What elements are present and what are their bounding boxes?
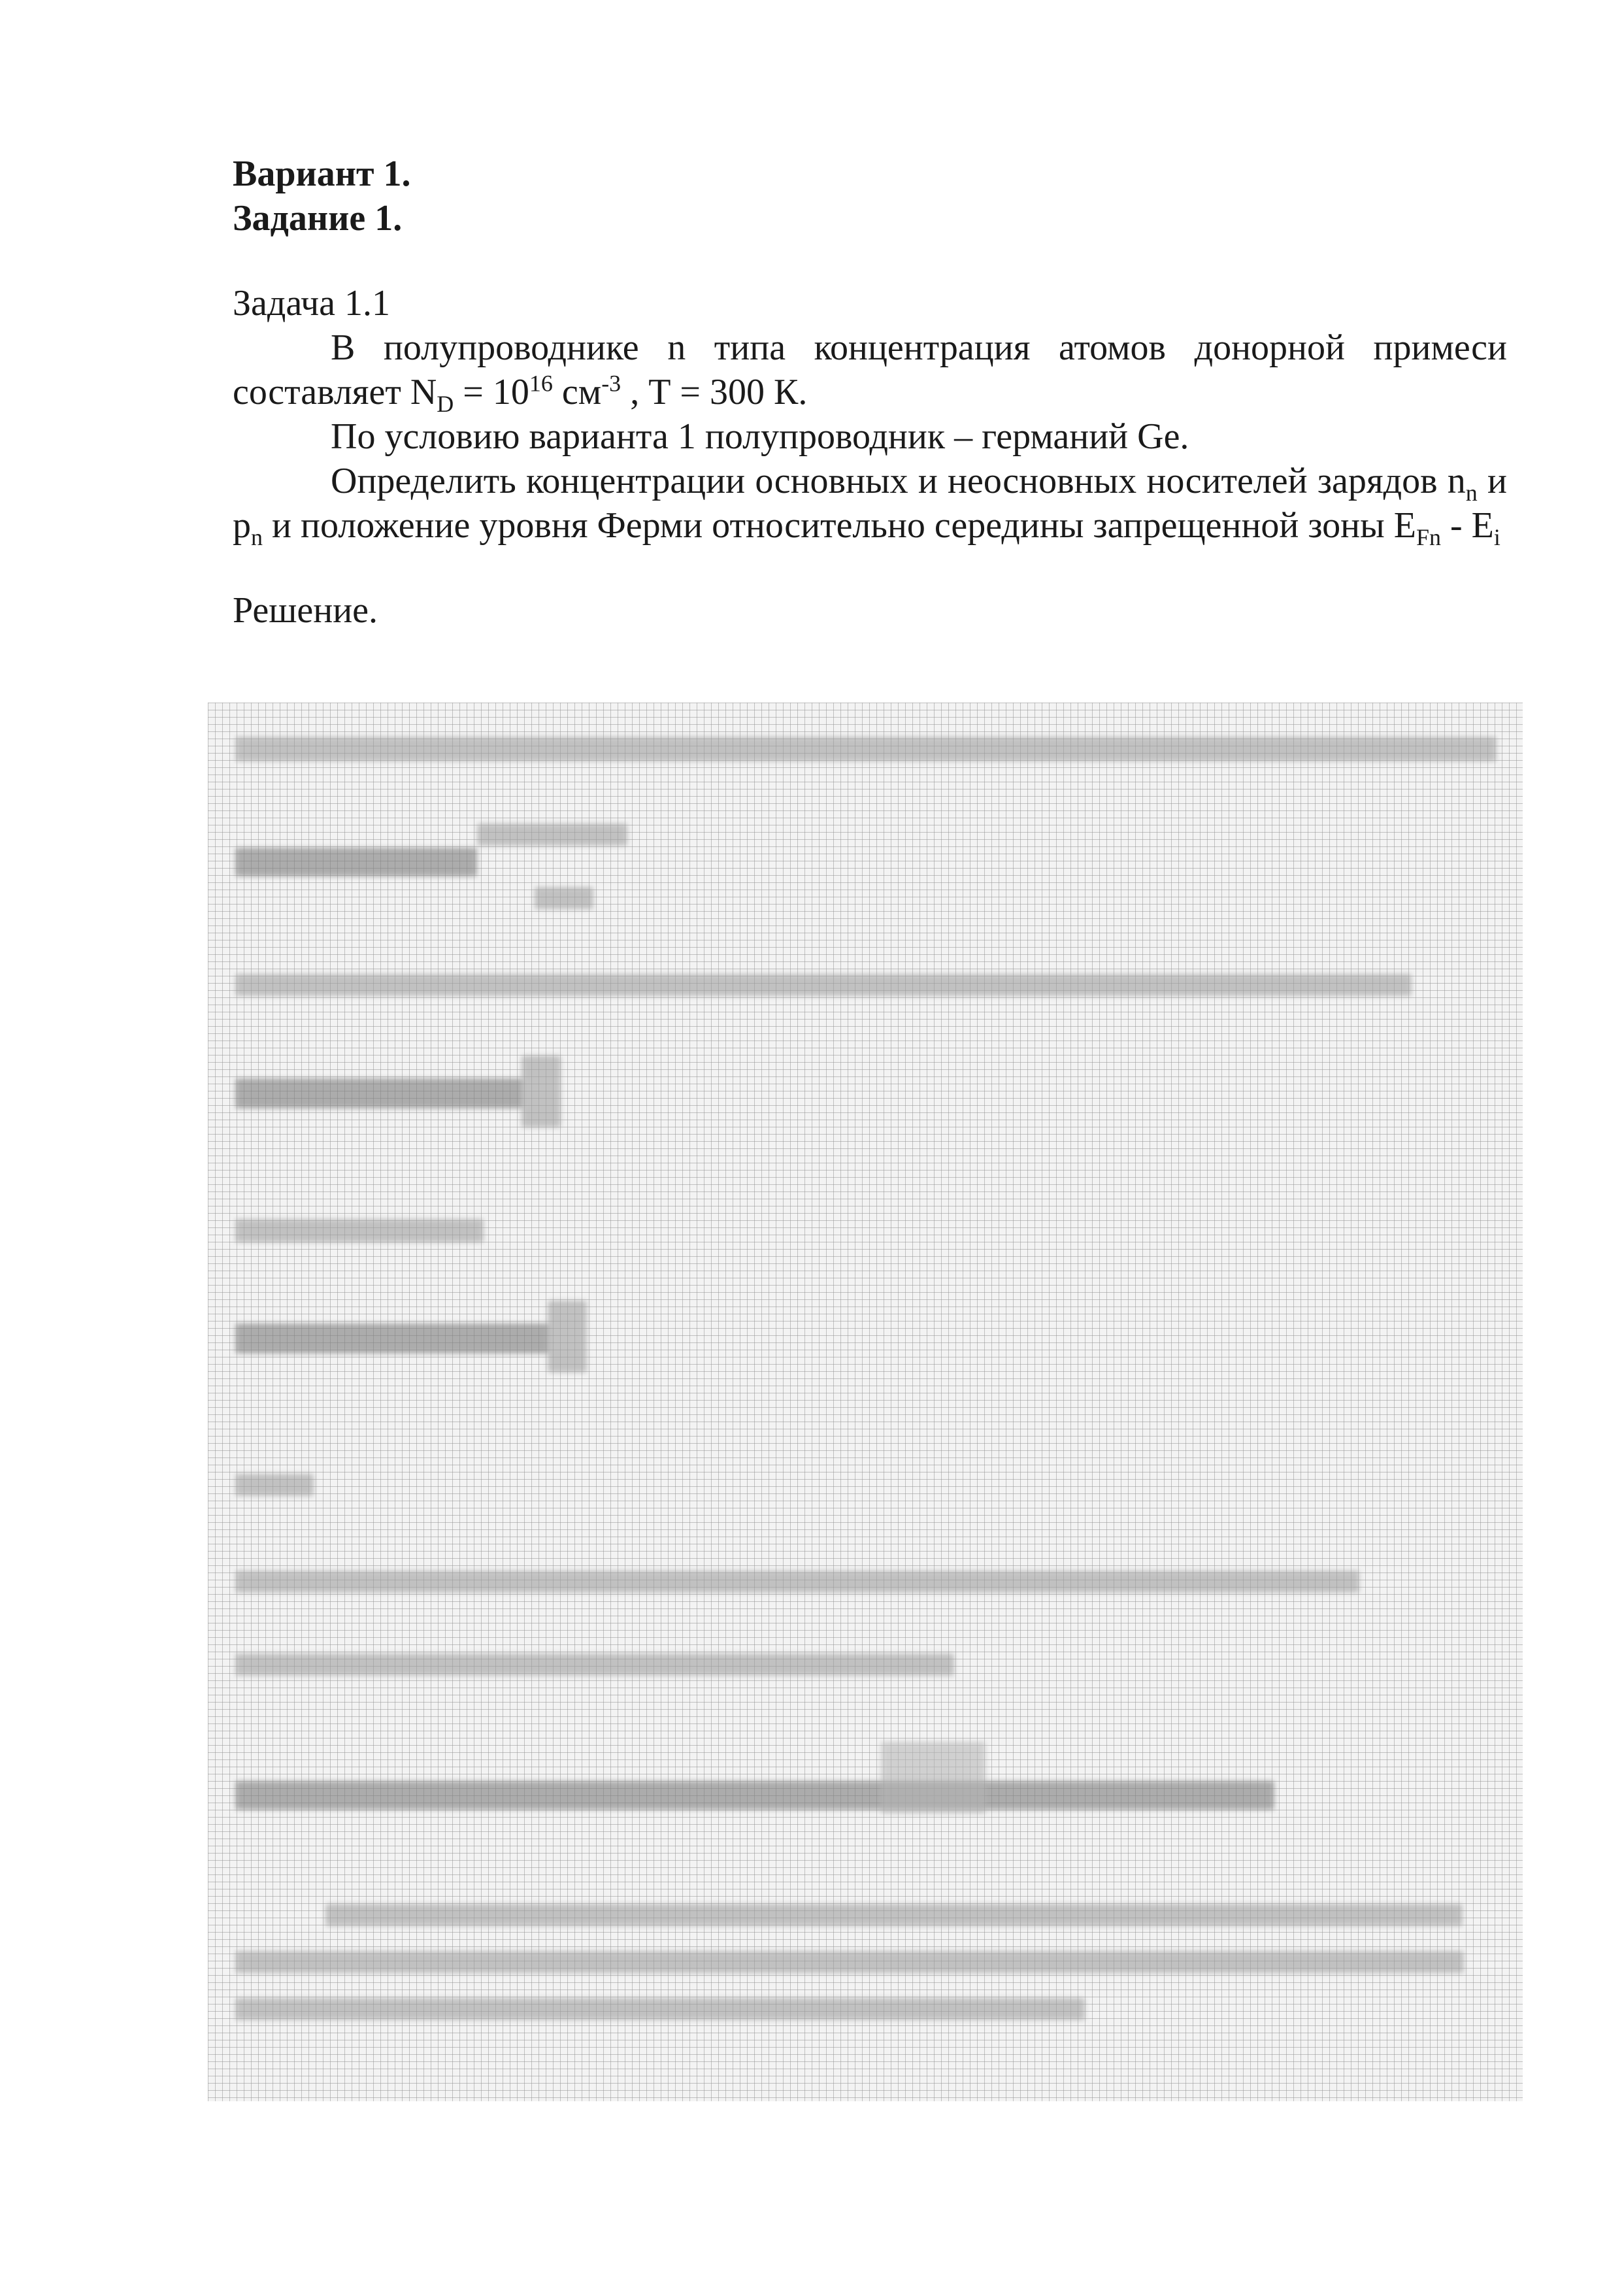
subscript-d: D (437, 391, 454, 418)
superscript-16: 16 (529, 370, 553, 397)
blurred-text-line (235, 1654, 954, 1676)
blurred-formula (235, 1078, 523, 1108)
subscript-i: i (1493, 524, 1500, 551)
solution-title: Решение. (233, 590, 378, 631)
blurred-text-line (235, 974, 1412, 996)
superscript-minus3: -3 (601, 370, 621, 397)
conditions-equals: = 10 (454, 372, 529, 412)
conditions-text-after: , Т = 300 К. (621, 372, 808, 412)
blurred-formula-fraction (548, 1301, 587, 1373)
blurred-solution-preview (208, 703, 1523, 2101)
blurred-text-line (235, 1951, 1464, 1973)
problem-paragraph-conditions (233, 325, 1507, 418)
problem-paragraph-task (233, 459, 1507, 551)
blurred-formula-fraction (881, 1742, 986, 1814)
blurred-formula (235, 1323, 549, 1354)
blurred-text-line (325, 1904, 1463, 1926)
conditions-text-before: В полупроводнике n типа концентрация атомов донорной примеси составляет N (233, 327, 1507, 412)
problem-title: Задача 1.1 (233, 283, 391, 324)
subscript-n2: n (251, 524, 263, 551)
task-dash: - E (1441, 505, 1494, 546)
subscript-fn: Fn (1416, 524, 1442, 551)
subscript-n1: n (1465, 480, 1478, 507)
task-text-end: и положение уровня Ферми относительно середины запрещенной зоны E (263, 505, 1416, 546)
task-text-and: и p (233, 461, 1507, 546)
variant-heading: Вариант 1. (233, 154, 411, 194)
blurred-formula-denominator (535, 887, 593, 909)
document-content (233, 152, 1507, 633)
blurred-text-line (235, 1998, 1085, 2020)
problem-paragraph-material: По условию варианта 1 полупроводник – германий Ge. (331, 416, 1189, 457)
task-text-start: Определить концентрации основных и неосновных носителей зарядов n (331, 461, 1466, 501)
blurred-text-line (235, 1219, 484, 1242)
task-heading: Задание 1. (233, 198, 403, 239)
blurred-text-line (235, 1474, 314, 1496)
blurred-text-line (235, 1571, 1359, 1593)
conditions-unit: см (552, 372, 602, 412)
blurred-text-line (235, 737, 1497, 761)
blurred-formula (235, 848, 477, 876)
blurred-formula-fraction (522, 1056, 561, 1127)
blurred-formula (235, 1781, 1274, 1810)
blurred-formula-numerator (477, 824, 627, 846)
